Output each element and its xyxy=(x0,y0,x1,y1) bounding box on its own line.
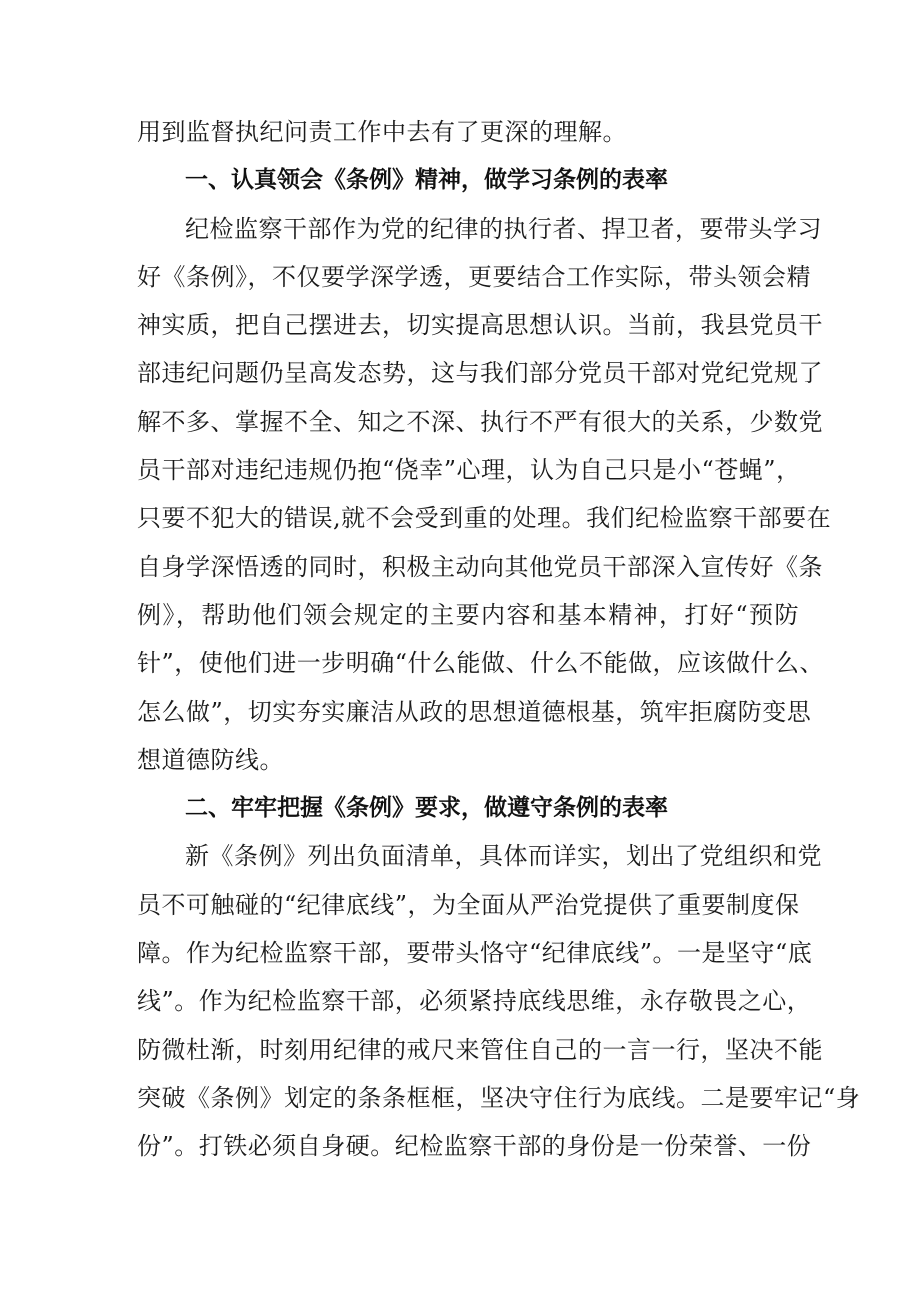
section-1-line-8: 自身学深悟透的同时，积极主动向其他党员干部深入宣传好《条 xyxy=(137,552,823,581)
document-body xyxy=(137,108,861,1171)
section-2-line-4: 线”。作为纪检监察干部，必须紧持底线思维，永存敬畏之心， xyxy=(137,987,812,1016)
section-2-line-5: 防微杜渐，时刻用纪律的戒尺来管住自己的一言一行，坚决不能 xyxy=(137,1035,823,1064)
section-1-line-11: 怎么做”，切实夯实廉洁从政的思想道德根基，筑牢拒腐防变思 xyxy=(137,697,812,726)
section-1-line-2: 好《条例》，不仅要学深学透，更要结合工作实际，带头领会精 xyxy=(137,262,811,291)
section-2-line-3: 障。作为纪检监察干部，要带头恪守“纪律底线”。一是坚守“底 xyxy=(137,939,813,968)
section-1-line-5: 解不多、掌握不全、知之不深、执行不严有很大的关系，少数党 xyxy=(137,407,823,436)
intro-line-1: 用到监督执纪问责工作中去有了更深的理解。 xyxy=(137,118,627,146)
section-1-line-9: 例》，帮助他们领会规定的主要内容和基本精神，打好“预防 xyxy=(137,600,799,629)
section-1-line-12: 想道德防线。 xyxy=(137,745,284,774)
section-1-line-4: 部违纪问题仍呈高发态势，这与我们部分党员干部对党纪党规了 xyxy=(137,359,823,388)
section-2-line-2: 员不可触碰的“纪律底线”，为全面从严治党提供了重要制度保 xyxy=(137,890,800,919)
section-1-line-1: 纪检监察干部作为党的纪律的执行者、捍卫者，要带头学习 xyxy=(185,214,822,243)
section-1-line-3: 神实质，把自己摆进去，切实提高思想认识。当前，我县党员干 xyxy=(137,311,823,340)
section-1-line-10: 针”，使他们进一步明确“什么能做、什么不能做，应该做什么、 xyxy=(137,649,825,678)
section-2-line-1: 新《条例》列出负面清单，具体而详实，划出了党组织和党 xyxy=(185,842,822,871)
section-2-heading: 二、牢牢把握《条例》要求，做遵守条例的表率 xyxy=(185,795,668,822)
section-2-line-6: 突破《条例》划定的条条框框，坚决守住行为底线。二是要牢记“身 xyxy=(137,1083,861,1112)
section-1-heading: 一、认真领会《条例》精神，做学习条例的表率 xyxy=(185,167,668,194)
section-1-line-6: 员干部对违纪违规仍抱“侥幸”心理，认为自己只是小“苍蝇”， xyxy=(137,456,801,485)
section-1-line-7: 只要不犯大的错误,就不会受到重的处理。我们纪检监察干部要在 xyxy=(137,504,832,533)
section-2-line-7: 份”。打铁必须自身硬。纪检监察干部的身份是一份荣誉、一份 xyxy=(137,1132,812,1161)
